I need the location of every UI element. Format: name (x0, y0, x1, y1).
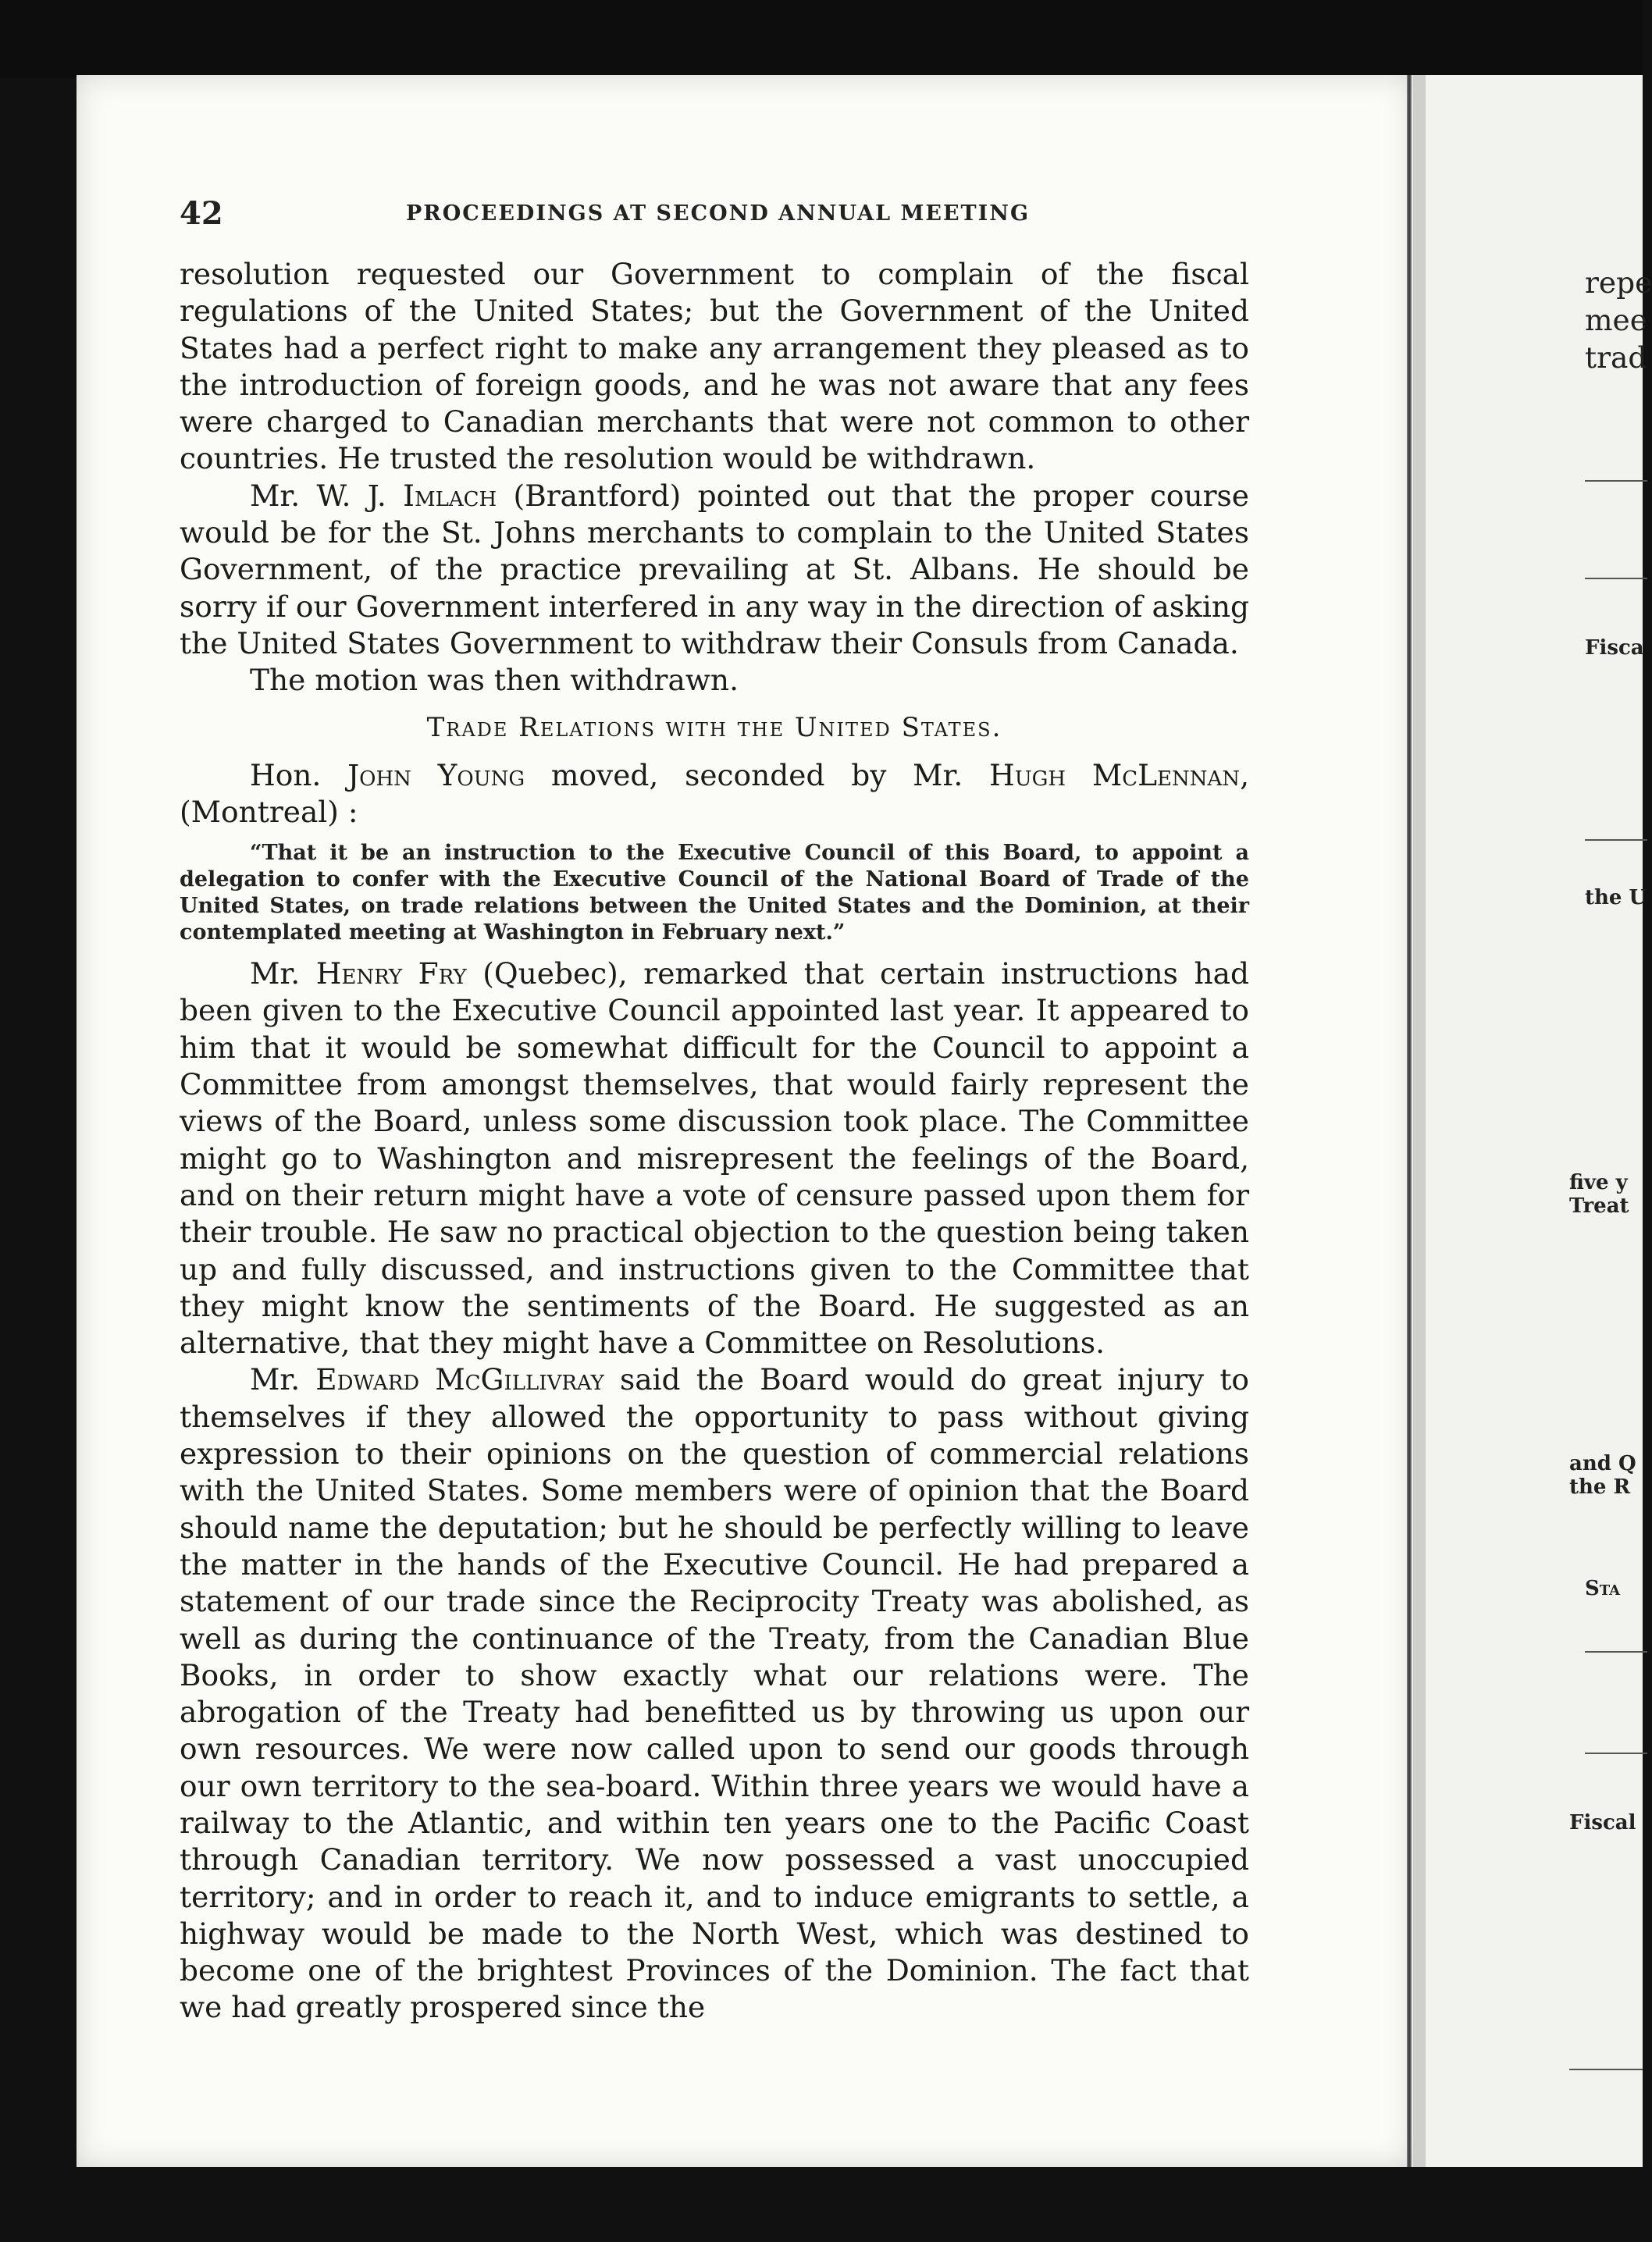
facing-text: repe (1585, 265, 1652, 300)
speaker-prefix: Hon. (250, 757, 348, 792)
facing-text: Fiscal (1569, 1811, 1636, 1835)
facing-text: trad (1585, 340, 1647, 375)
book-spine (1407, 75, 1412, 2167)
paragraph-2 (180, 478, 1249, 662)
scan-background (0, 0, 1643, 78)
motion-quote: “That it be an instruction to the Executive Council of this Board, to appoint a delegation to confer with the Executive Council of the National Board of Trade of the United States, on trade relations between the United States and the Dominion, at their contemplated meeting at Washington in February next.” (180, 841, 1249, 945)
facing-text: Treat (1569, 1194, 1629, 1218)
facing-rule (1585, 578, 1647, 579)
speaker-prefix: Mr. W. J. (250, 478, 404, 513)
speaker-name: Henry Fry (315, 956, 467, 991)
facing-rule (1585, 1651, 1647, 1653)
paragraph-1: resolution requested our Government to complain of the fiscal regulations of the United States; but the Government of the United States had a perfect right to make any arrangement they pleased as to the introduction of foreign goods, and he was not aware that any fees were charged to Canadian merchants that were not common to other countries. He trusted the resolution would be withdrawn. (180, 257, 1249, 476)
facing-rule (1585, 480, 1647, 482)
section-title: Trade Relations with the United States. (426, 711, 1002, 743)
facing-text: the R (1569, 1475, 1631, 1499)
paragraph-4 (180, 757, 1249, 831)
facing-text: Sta (1585, 1577, 1621, 1600)
paragraph-3: The motion was then withdrawn. (250, 663, 739, 698)
paragraph-text: (Brantford) pointed out that the proper course would be for the St. Johns merchants to complain to the United States Government, of the practice prevailing at St. Albans. He should be sorry if our Government interfered in any way in the direction of asking the United States Government to withdraw their Consuls from Canada. (180, 478, 1249, 660)
facing-rule (1585, 1753, 1647, 1754)
speaker-name: Imlach (403, 478, 497, 513)
paragraph-5 (180, 956, 1249, 1361)
page-header (180, 195, 1257, 232)
speaker-prefix: Mr. (250, 1362, 316, 1397)
page-number: 42 (180, 195, 223, 232)
facing-rule (1569, 2069, 1643, 2070)
running-head: PROCEEDINGS AT SECOND ANNUAL MEETING (406, 201, 1030, 226)
paragraph-6 (180, 1361, 1249, 2026)
seconder-name: Hugh McLennan (989, 757, 1241, 792)
facing-text: five y (1569, 1171, 1628, 1194)
paragraph-text: (Quebec), remarked that certain instructions had been given to the Executive Council appointed last year. It appeared to him that it would be somewhat difficult for the Council to appoint a Committee from amongst themselves, that would fairly represent the views of the Board, unless some discussion took place. The Committee might go to Washington and misrepresent the feelings of the Board, and on their return might have a vote of censure passed upon them for their trouble. He saw no practical objection to the question being taken up and fully discussed, and instructions given to the Committee that they might know the sentiments of the Board. He suggested as an alternative, that they might have a Committee on Resolutions. (180, 956, 1249, 1361)
facing-text: and Q (1569, 1452, 1636, 1475)
facing-page (1426, 75, 1643, 2167)
speaker-prefix: Mr. (250, 956, 316, 991)
page-edge (1413, 75, 1426, 2167)
paragraph-text: , (Montreal) : (180, 757, 1249, 829)
speaker-name: Edward McGillivray (315, 1362, 604, 1397)
paragraph-text: moved, seconded by Mr. (525, 757, 990, 792)
facing-text: mee (1585, 303, 1647, 337)
facing-rule (1585, 839, 1647, 841)
paragraph-text: said the Board would do great injury to themselves if they allowed the opportunity to pass without giving expression to their opinions on the question of commercial relations with the United States. Some members were of opinion that the Board should name the deputation; but he should be perfectly willing to leave the matter in the hands of the Executive Council. He had prepared a statement of our trade since the Reciprocity Treaty was abolished, as well as during the continuance of the Treaty, from the Canadian Blue Books, in order to show exactly what our relations were. The abrogation of the Treaty had benefitted us by throwing us upon our own resources. We were now called upon to send our goods through our own territory to the sea-board. Within three years we would have a railway to the Atlantic, and within ten years one to the Pacific Coast through Canadian territory. We now possessed a vast unoccupied territory; and in order to reach it, and to induce emigrants to settle, a highway would be made to the North West, which was destined to become one of the brightest Provinces of the Dominion. The fact that we had greatly prospered since the (180, 1362, 1249, 2025)
body-text (180, 256, 1249, 2027)
speaker-name: John Young (347, 757, 525, 792)
facing-text: the U (1585, 886, 1647, 909)
facing-text: Fisca (1585, 636, 1644, 660)
